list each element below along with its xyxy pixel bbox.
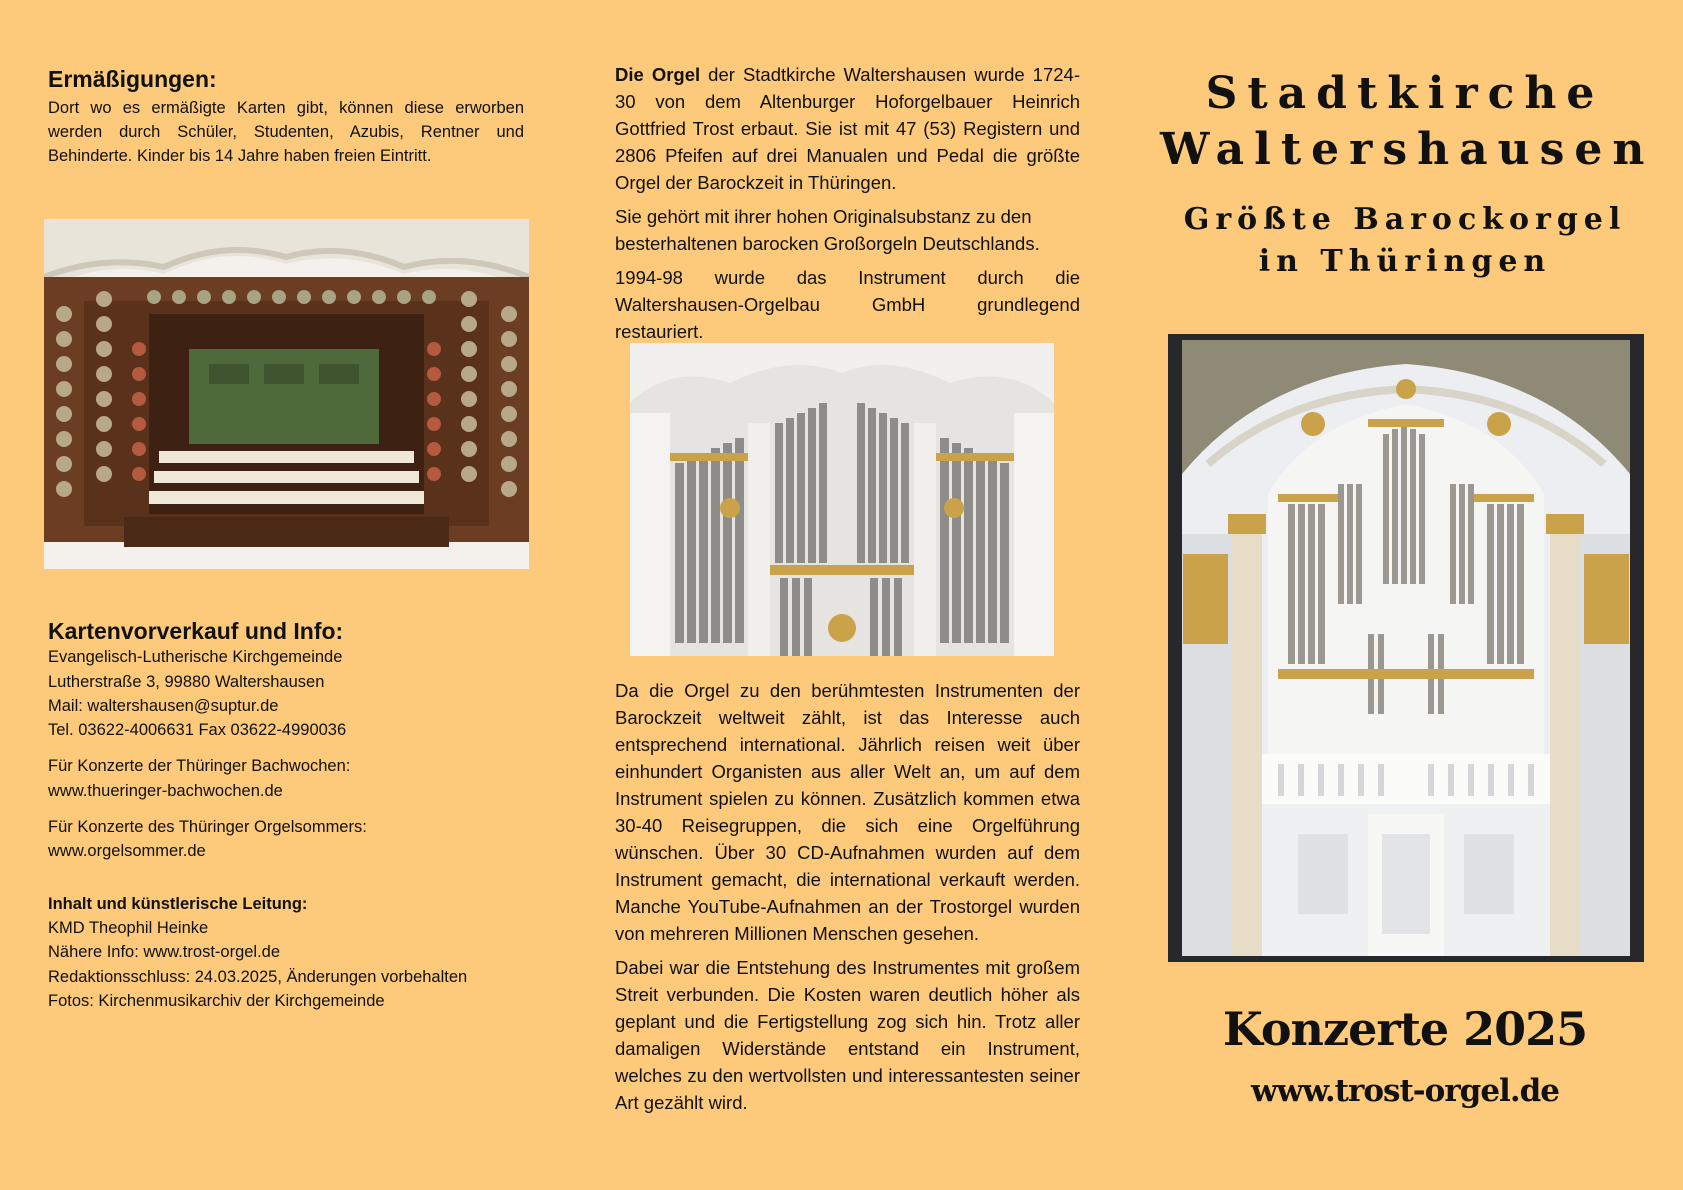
middle-panel <box>615 0 1080 1190</box>
bachwochen-url: www.thueringer-bachwochen.de <box>48 781 283 800</box>
contact-line: Evangelisch-Lutherische Kirchgemeinde <box>48 648 343 667</box>
title-line: Stadtkirche <box>1205 68 1605 119</box>
cover-subtitle <box>1160 199 1650 283</box>
credits-line: Fotos: Kirchenmusikarchiv der Kirchgemeinde <box>48 991 385 1010</box>
credits-line: Nähere Info: www.trost-orgel.de <box>48 943 281 962</box>
orgelsommer-label: Für Konzerte des Thüringer Orgelsommers: <box>48 818 367 837</box>
discount-text: Dort wo es ermäßigte Karten gibt, können diese erworben werden durch Schüler, Studenten, Azubis, Rentner und Behinderte. Kinder bis 14 Jahre haben freien Eintritt. <box>48 99 524 165</box>
discount-section <box>48 66 524 168</box>
title-line: Waltershausen <box>1160 124 1655 175</box>
concerts-title: Konzerte 2025 <box>1222 1002 1588 1056</box>
intro-lead: Die Orgel <box>615 64 701 85</box>
organ-fame-text <box>615 677 1080 1123</box>
restoration-paragraph: 1994-98 wurde das Instrument durch die Waltershausen-Orgelbau GmbH grundlegend restauriert. <box>615 267 1080 342</box>
website-url[interactable]: www.trost-orgel.de <box>1250 1073 1560 1109</box>
organ-front-photo <box>1168 334 1644 962</box>
organ-pipes-photo <box>630 343 1054 656</box>
construction-paragraph: Dabei war die Entstehung des Instrumentes mit großem Streit verbunden. Die Kosten waren deutlich höher als geplant und die Fertigstellung zog sich hin. Trotz aller damaligen Widerstände entstand ein Instrument, welches zu den wertvollsten und interessantesten seiner Art gezählt wird. <box>615 957 1080 1113</box>
credits-line: KMD Theophil Heinke <box>48 918 209 937</box>
credits-heading: Inhalt und künstlerische Leitung: <box>48 894 308 913</box>
contact-email: Mail: waltershausen@suptur.de <box>48 696 279 715</box>
contact-line: Lutherstraße 3, 99880 Waltershausen <box>48 672 325 691</box>
credits-line: Redaktionsschluss: 24.03.2025, Änderungen vorbehalten <box>48 967 468 986</box>
subtitle-line: in Thüringen <box>1258 244 1552 279</box>
bachwochen-label: Für Konzerte der Thüringer Bachwochen: <box>48 757 351 776</box>
cover-title <box>1160 66 1655 178</box>
left-panel <box>48 0 524 1190</box>
ticket-info-section <box>48 619 524 1013</box>
intro-rest: der Stadtkirche Waltershausen wurde 1724-30 von dem Altenburger Hoforgelbauer Heinrich Gottfried Trost erbaut. Sie ist mit 47 (53) Registern und 2806 Pfeifen auf drei Manualen und Pedal die größte Orgel der Barockzeit in Thüringen. <box>615 64 1080 193</box>
intro-paragraph <box>615 61 1080 196</box>
fame-paragraph: Da die Orgel zu den berühmtesten Instrumenten der Barockzeit weltweit zählt, ist das Interesse auch entsprechend international. Jährlich reisen weit über einhundert Organisten aus aller Welt an, um auf dem Instrument spielen zu können. Zusätzlich kommen etwa 30-40 Reisegruppen, die sich eine Orgelführung wünschen. Über 30 CD-Aufnahmen wurden auf dem Instrument gemacht, die international verkauft werden. Manche YouTube-Aufnahmen an der Trostorgel wurden von mehreren Millionen Menschen gesehen. <box>615 680 1080 944</box>
cover-panel <box>1160 0 1655 1190</box>
contact-phone: Tel. 03622-4006631 Fax 03622-4990036 <box>48 721 347 740</box>
subtitle-line: Größte Barockorgel <box>1183 202 1627 237</box>
preservation-paragraph: Sie gehört mit ihrer hohen Originalsubstanz zu den besterhaltenen barocken Großorgeln Deutschlands. <box>615 206 1040 254</box>
organ-console-photo <box>44 219 529 569</box>
orgelsommer-url: www.orgelsommer.de <box>48 842 206 861</box>
info-heading: Kartenvorverkauf und Info: <box>48 618 344 644</box>
discount-heading: Ermäßigungen: <box>48 66 217 92</box>
organ-history-text <box>615 61 1080 352</box>
